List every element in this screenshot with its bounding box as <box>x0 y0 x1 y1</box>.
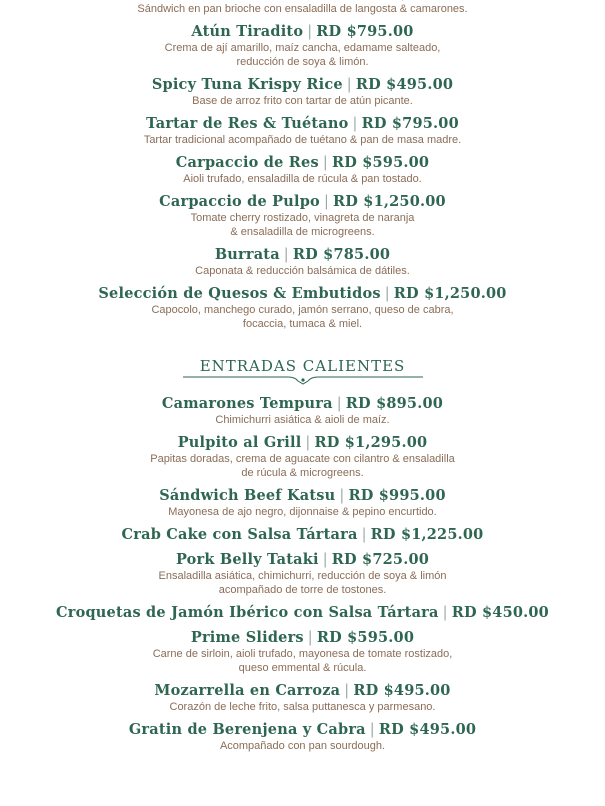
menu-item-title <box>0 721 605 739</box>
menu-item <box>0 526 605 544</box>
menu-item-price: RD $995.00 <box>348 487 446 504</box>
menu-item-price <box>409 0 506 1</box>
menu-item-title <box>0 193 605 211</box>
menu-item-title <box>0 23 605 41</box>
menu-item-description: de rúcula & microgreens. <box>241 467 364 479</box>
menu-item-price: RD $795.00 <box>316 23 414 40</box>
menu-item-name: Spicy Tuna Krispy Rice <box>151 76 343 93</box>
price-separator: | <box>442 605 448 621</box>
menu-item-description: Carne de sirloin, aioli trufado, mayonesa de tomate rostizado, <box>152 648 453 660</box>
menu-item-name: Croquetas de Jamón Ibérico con Salsa Tártara <box>56 604 439 621</box>
price-separator: | <box>305 435 311 451</box>
menu-item-description: Tartar tradicional acompañado de tuétano & pan de masa madre. <box>143 134 462 146</box>
menu-item-description: Capocolo, manchego curado, jamón serrano, queso de cabra, <box>151 304 454 316</box>
menu-item <box>0 193 605 239</box>
menu-item <box>0 604 605 622</box>
menu-item-name: Tartar de Res & Tuétano <box>146 115 349 132</box>
menu-item-price: RD $595.00 <box>331 154 430 171</box>
menu-item <box>0 246 605 278</box>
menu-item-description: Tomate cherry rostizado, vinagreta de naranja <box>190 212 415 224</box>
menu-item <box>0 115 605 147</box>
menu-item-price: RD $450.00 <box>451 604 549 621</box>
menu-item-description: Base de arroz frito con tartar de atún picante. <box>192 95 413 107</box>
menu-item-price: RD $1,250.00 <box>393 285 507 302</box>
menu-item-title <box>0 551 605 569</box>
menu-item-name: Mozarrella en Carroza <box>154 682 341 699</box>
price-separator: | <box>346 77 352 93</box>
menu-item-name: Burrata <box>214 246 280 263</box>
menu-item-description: focaccia, tumaca & miel. <box>242 318 363 330</box>
menu-item-price: RD $1,250.00 <box>333 193 446 210</box>
menu-item-title <box>0 285 605 303</box>
price-separator: | <box>369 722 375 738</box>
menu-item-price: RD $725.00 <box>331 551 430 568</box>
price-separator: | <box>307 630 313 646</box>
menu-item-price: RD $495.00 <box>378 721 477 738</box>
menu-item-price: RD $795.00 <box>361 115 459 132</box>
menu-item-title <box>0 604 605 622</box>
price-separator: | <box>323 194 330 210</box>
menu-item-title <box>0 629 605 647</box>
menu-item-price: RD $1,225.00 <box>370 526 484 543</box>
menu-item-name: Pork Belly Tataki <box>175 551 319 568</box>
menu-item-description: Aioli trufado, ensaladilla de rúcula & pan tostado. <box>183 173 422 185</box>
menu-item-name: Camarones Tempura <box>161 395 333 412</box>
price-separator: | <box>322 155 328 171</box>
price-separator: | <box>361 527 367 543</box>
menu-item-title <box>0 246 605 264</box>
menu-item-name: Atún Tiradito <box>191 23 304 40</box>
menu-item <box>0 23 605 69</box>
price-separator: | <box>336 396 342 412</box>
menu-item-description: Papitas doradas, crema de aguacate con cilantro & ensaladilla <box>150 453 455 465</box>
menu-item <box>0 551 605 597</box>
hot-starters-list <box>0 395 605 753</box>
price-separator: | <box>322 552 328 568</box>
menu-item-name: Selección de Quesos & Embutidos <box>98 285 381 302</box>
menu-item-price: RD $595.00 <box>316 629 415 646</box>
menu-item-description: Corazón de leche frito, salsa puttanesca y parmesano. <box>169 701 436 713</box>
menu-item <box>0 154 605 186</box>
menu-item-description: Mayonesa de ajo negro, dijonnaise & pepino encurtido. <box>168 506 437 518</box>
menu-item-name: Sándwich Beef Katsu <box>159 487 336 504</box>
menu-item-description: & ensaladilla de microgreens. <box>230 226 375 238</box>
menu-item <box>0 682 605 714</box>
menu-item-title <box>0 154 605 172</box>
menu-item-price: RD $785.00 <box>292 246 391 263</box>
menu-item-title <box>0 395 605 413</box>
menu-item-price: RD $495.00 <box>355 76 454 93</box>
section-header-hot <box>0 357 605 383</box>
menu-item-name: Pulpito al Grill <box>177 434 302 451</box>
menu-item-title <box>0 434 605 452</box>
menu-item-description: acompañado de torre de tostones. <box>218 584 387 596</box>
menu-item <box>0 721 605 753</box>
menu-item-title <box>0 115 605 133</box>
menu-item <box>0 629 605 675</box>
price-separator <box>400 0 405 1</box>
menu-item-description: Chimichurri asiática & aioli de maíz. <box>215 414 390 426</box>
menu-item-description: Caponata & reducción balsámica de dátiles. <box>195 265 410 277</box>
menu-item <box>0 285 605 331</box>
menu-item-description: Ensaladilla asiática, chimichurri, reducción de soya & limón <box>158 570 447 582</box>
price-separator: | <box>344 683 350 699</box>
menu-item-title <box>0 526 605 544</box>
section-title-hot: ENTRADAS CALIENTES <box>199 357 406 375</box>
menu-item <box>0 487 605 519</box>
price-separator: | <box>339 488 345 504</box>
menu-item-name: Prime Sliders <box>190 629 304 646</box>
menu-item <box>0 395 605 427</box>
menu-item-price: RD $1,295.00 <box>314 434 428 451</box>
menu-item-price: RD $495.00 <box>353 682 451 699</box>
menu-item <box>0 434 605 480</box>
menu-item-title <box>0 76 605 94</box>
menu-item-description: Crema de ají amarillo, maíz cancha, edamame salteado, <box>164 42 441 54</box>
price-separator: | <box>307 24 313 40</box>
menu-item-name: Carpaccio de Pulpo <box>159 193 320 210</box>
menu-item-description: Acompañado con pan sourdough. <box>219 740 386 752</box>
menu-item <box>0 0 605 16</box>
menu-item-name <box>99 0 397 1</box>
menu-item-price: RD $895.00 <box>345 395 444 412</box>
menu-item-description: reducción de soya & limón. <box>236 56 369 68</box>
price-separator: | <box>352 116 358 132</box>
menu-item <box>0 76 605 108</box>
menu-item-title <box>0 487 605 505</box>
cold-starters-list <box>0 0 605 331</box>
menu-item-description: queso emmental & rúcula. <box>238 662 367 674</box>
price-separator: | <box>384 286 390 302</box>
menu-item-description: Sándwich en pan brioche con ensaladilla de langosta & camarones. <box>137 3 468 15</box>
ornament-divider-icon <box>183 375 423 385</box>
menu-item-name: Crab Cake con Salsa Tártara <box>121 526 358 543</box>
menu-item-name: Carpaccio de Res <box>175 154 319 171</box>
price-separator: | <box>283 247 289 263</box>
menu-item-name: Gratin de Berenjena y Cabra <box>128 721 366 738</box>
menu-item-title <box>0 682 605 700</box>
